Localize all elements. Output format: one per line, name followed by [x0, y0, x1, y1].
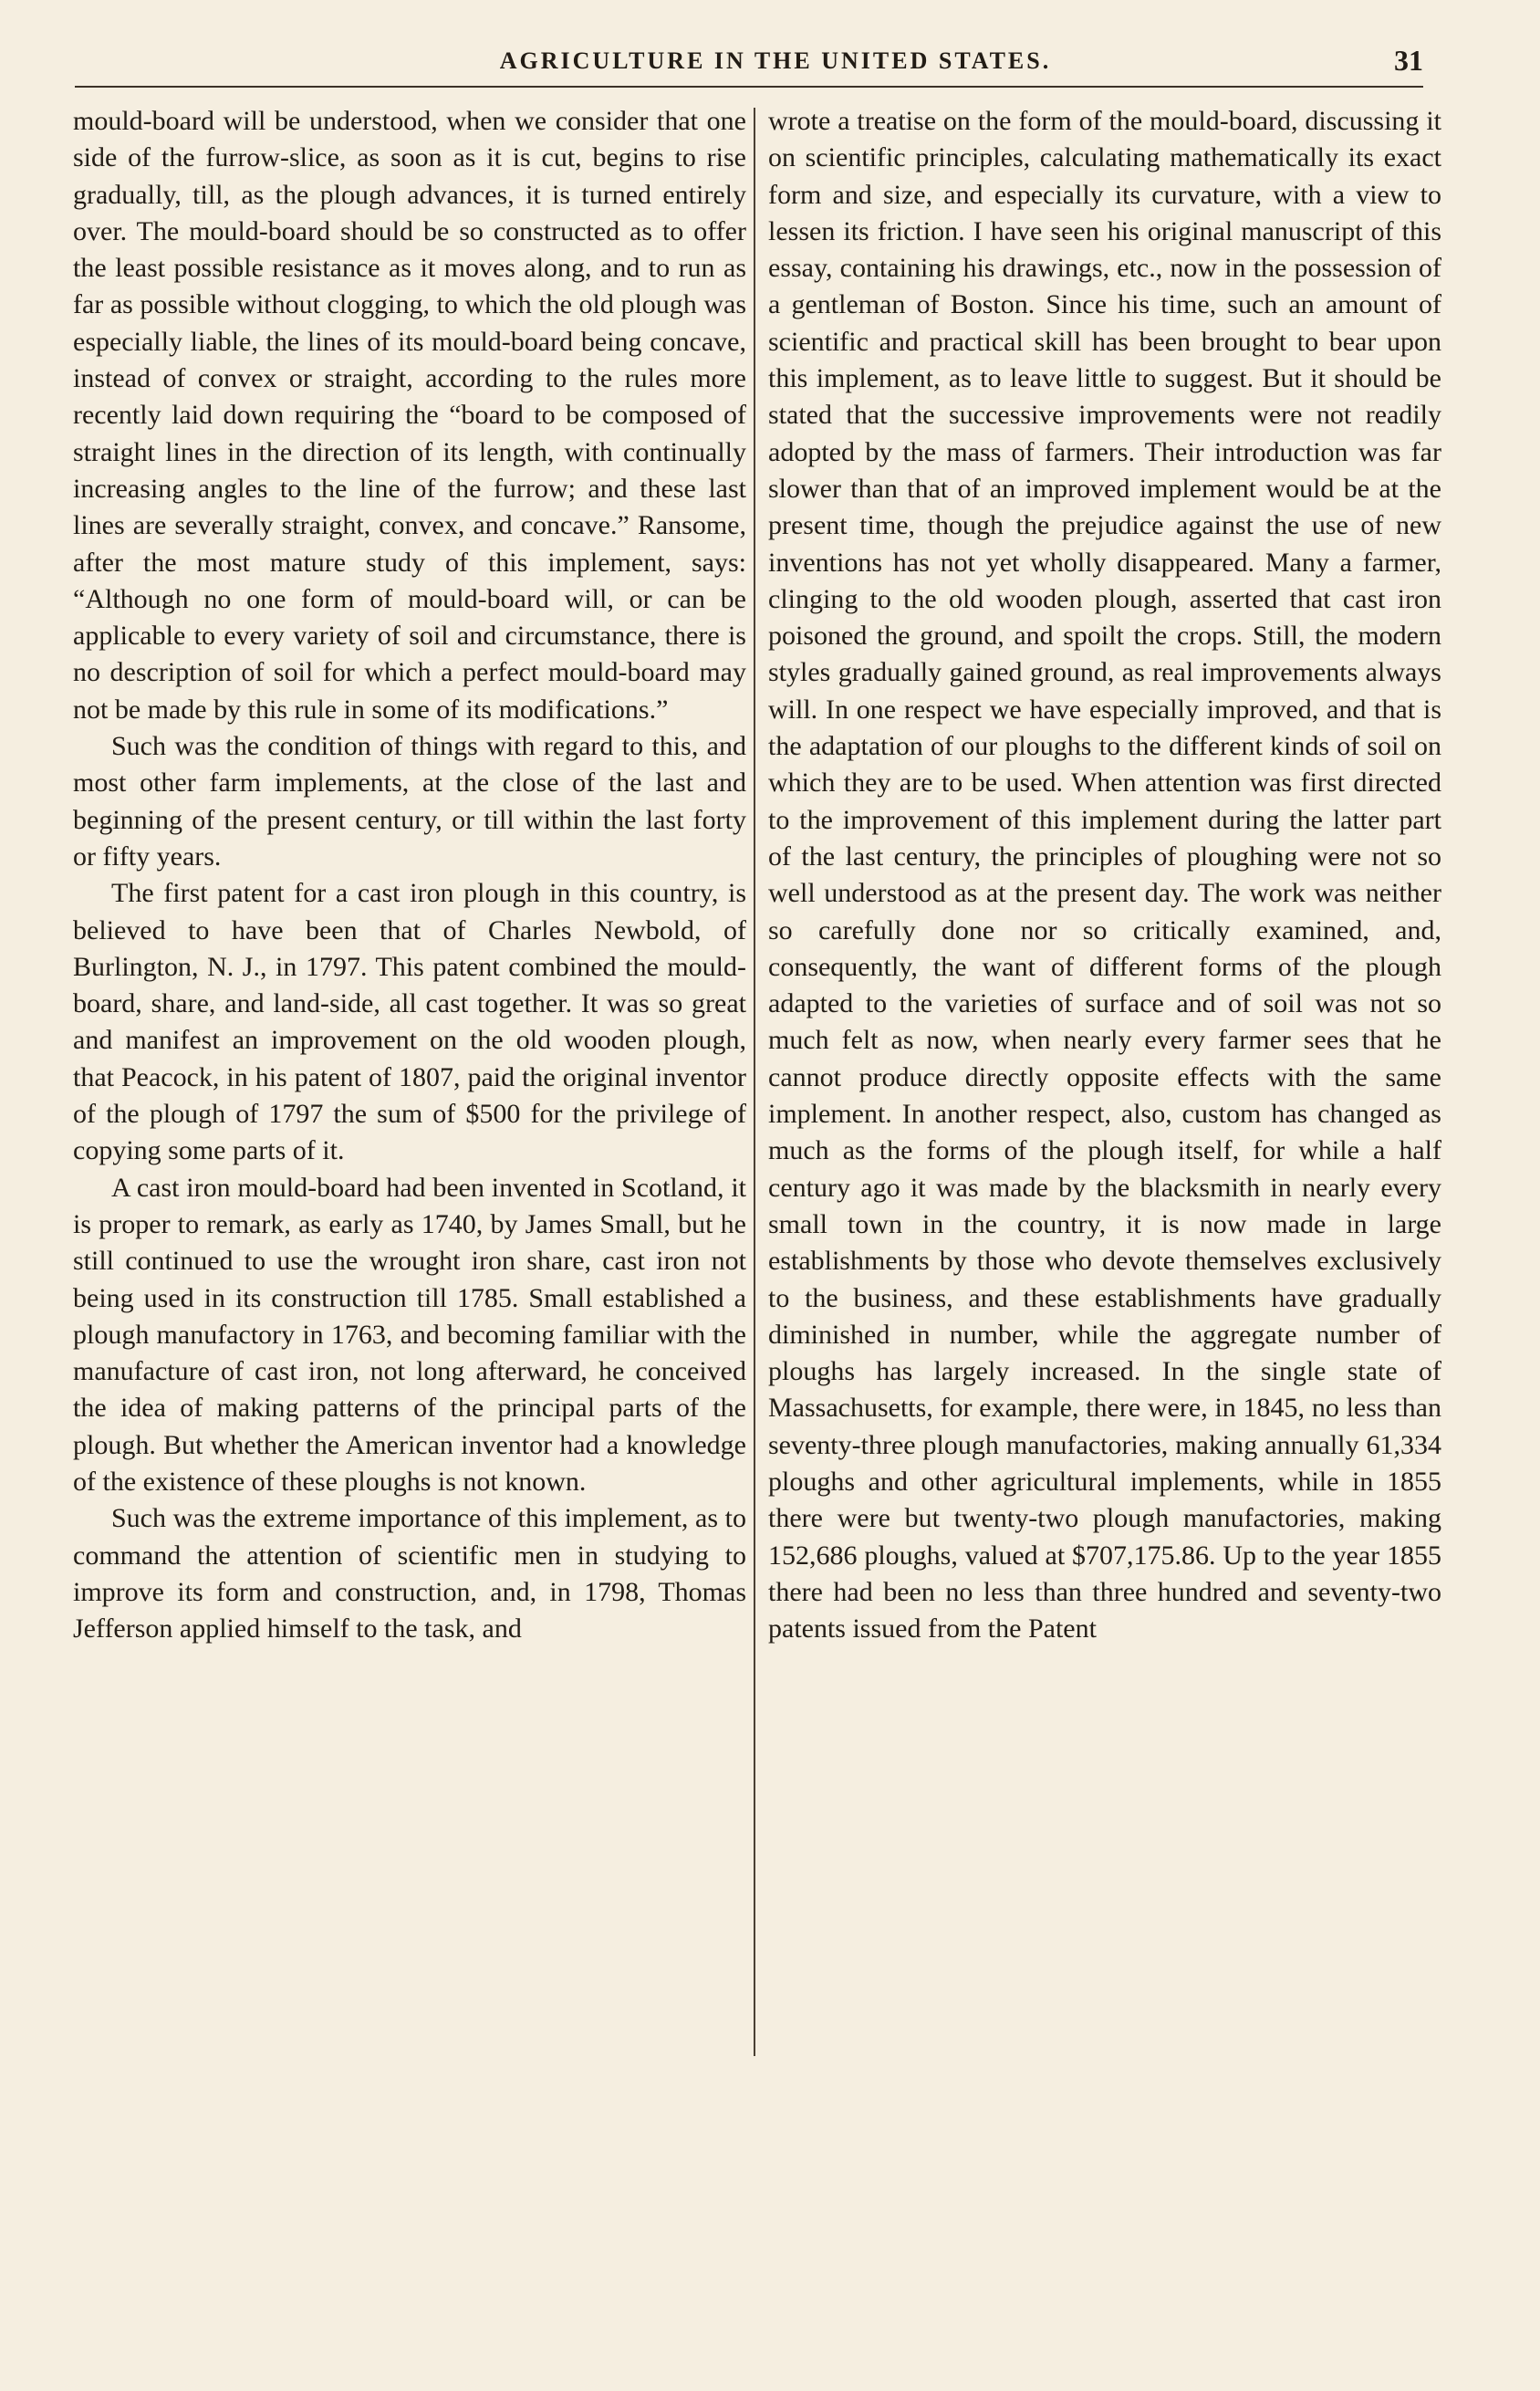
left-column [73, 103, 746, 1647]
header-rule [75, 86, 1423, 88]
paragraph: Such was the condition of things with regard to this, and most other farm implements, at the close of the last and beginning of the present century, or till within the last forty or fifty years. [73, 731, 746, 872]
column-divider [754, 108, 755, 2056]
paragraph: The first patent for a cast iron plough in this country, is believed to have been that of Charles Newbold, of Burlington, N. J., in 1797. This patent combined the mould-board, share, and land-side, all cast together. It was so great and manifest an improvement on the old wooden plough, that Peacock, in his patent of 1807, paid the original inventor of the plough of 1797 the sum of $500 for the privilege of copying some parts of it. [73, 878, 746, 1166]
right-column [768, 103, 1441, 1647]
paragraph: wrote a treatise on the form of the mould-board, discussing it on scientific principles, calculating mathematically its exact form and size, and especially its curvature, with a view to lessen its friction. I have seen his original manuscript of this essay, containing his drawings, etc., now in the possession of a gentleman of Boston. Since his time, such an amount of scientific and practical skill has been brought to bear upon this implement, as to leave little to suggest. But it should be stated that the successive improvements were not readily adopted by the mass of farmers. Their introduction was far slower than that of an improved implement would be at the present time, though the prejudice against the use of new inventions has not yet wholly disappeared. Many a farmer, clinging to the old wooden plough, asserted that cast iron poisoned the ground, and spoilt the crops. Still, the modern styles gradually gained ground, as real improvements always will. In one respect we have especially improved, and that is the adaptation of our ploughs to the different kinds of soil on which they are to be used. When attention was first directed to the improvement of this implement during the latter part of the last century, the principles of ploughing were not so well understood as at the present day. The work was neither so carefully done nor so critically examined, and, consequently, the want of different forms of the plough adapted to the varieties of surface and of soil was not so much felt as now, when nearly every farmer sees that he cannot produce directly opposite effects with the same implement. In another respect, also, custom has changed as much as the forms of the plough itself, for while a half century ago it was made by the blacksmith in nearly every small town in the country, it is now made in large establishments by those who devote themselves exclusively to the business, and these establishments have gradually diminished in number, while the aggregate number of ploughs has largely increased. In the single state of Massachusetts, for example, there were, in 1845, no less than seventy-three plough manufactories, making annually 61,334 ploughs and other agricultural implements, while in 1855 there were but twenty-two plough manufactories, making 152,686 ploughs, valued at $707,175.86. Up to the year 1855 there had been no less than three hundred and seventy-two patents issued from the Patent [768, 106, 1441, 1644]
paragraph: mould-board will be understood, when we consider that one side of the furrow-slice, as soon as it is cut, begins to rise gradually, till, as the plough advances, it is turned entirely over. The mould-board should be so constructed as to offer the least possible resistance as it moves along, and to run as far as possible without clogging, to which the old plough was especially liable, the lines of its mould-board being concave, instead of convex or straight, according to the rules more recently laid down requiring the “board to be composed of straight lines in the direction of its length, with continually increasing angles to the line of the furrow; and these last lines are severally straight, convex, and concave.” Ransome, after the most mature study of this implement, says: “Although no one form of mould-board will, or can be applicable to every variety of soil and circumstance, there is no description of soil for which a perfect mould-board may not be made by this rule in some of its modifications.” [73, 106, 746, 725]
running-title: AGRICULTURE IN THE UNITED STATES. [499, 47, 1052, 74]
page-number: 31 [1394, 44, 1423, 77]
paragraph: A cast iron mould-board had been invented in Scotland, it is proper to remark, as early as 1740, by James Small, but he still continued to use the wrought iron share, cast iron not being used in its construction till 1785. Small established a plough manufactory in 1763, and becoming familiar with the manufacture of cast iron, not long afterward, he conceived the idea of making patterns of the principal parts of the plough. But whether the American inventor had a knowledge of the existence of these ploughs is not known. [73, 1172, 746, 1497]
running-head [73, 44, 1423, 80]
paragraph: Such was the extreme importance of this implement, as to command the attention of scientific men in studying to improve its form and construction, and, in 1798, Thomas Jefferson applied himself to the task, and [73, 1503, 746, 1644]
